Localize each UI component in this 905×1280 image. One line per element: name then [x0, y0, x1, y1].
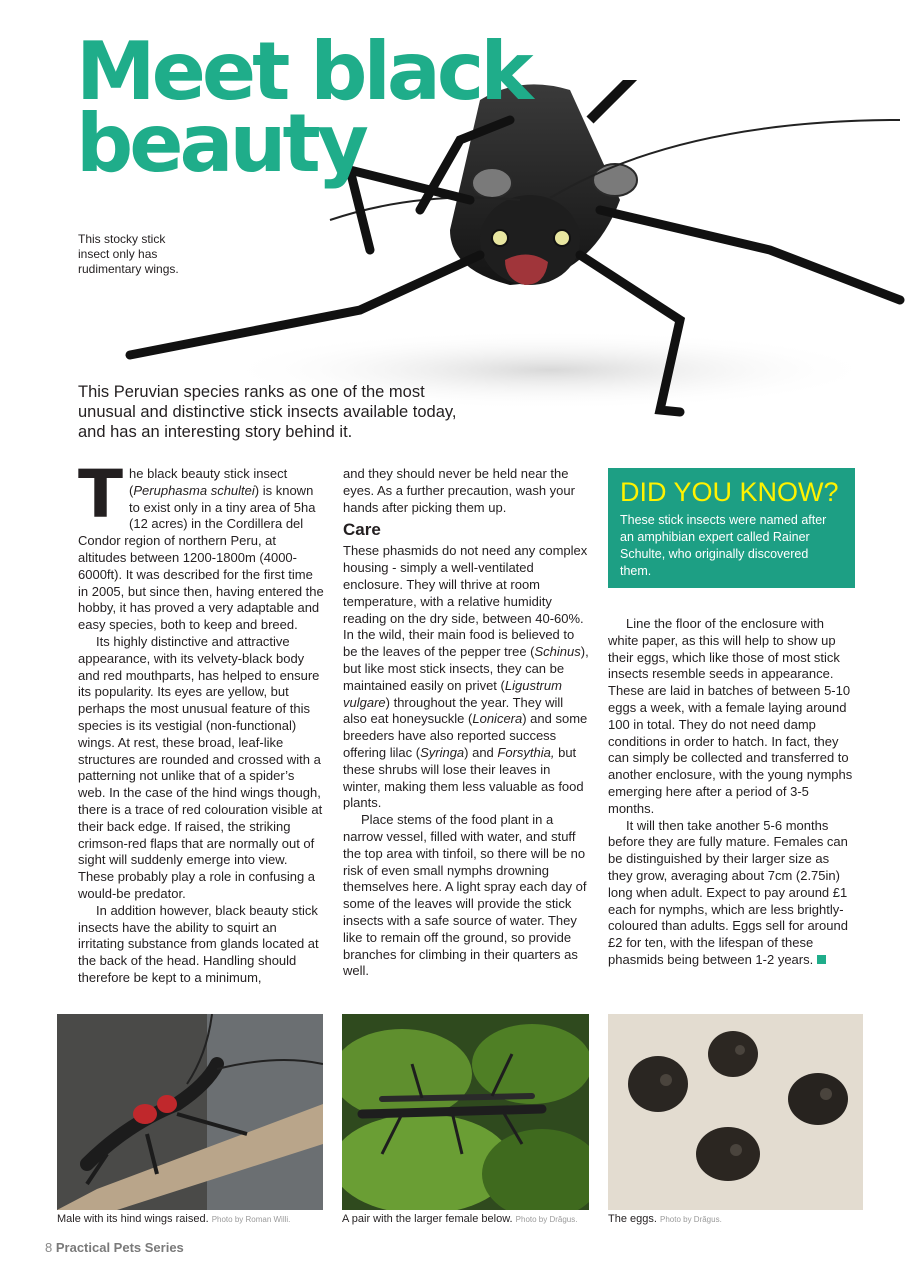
eggs-photo-illustration	[608, 1014, 863, 1210]
species-name: Syringa	[420, 744, 465, 760]
photo-eggs	[608, 1014, 863, 1210]
page-number: 8	[45, 1240, 53, 1255]
species-name: Forsythia,	[497, 744, 555, 760]
did-you-know-box	[608, 468, 855, 588]
hero-caption-line: This stocky stick	[78, 232, 166, 246]
body-text: ), but like most stick insects, they can be maintained easily on privet (	[343, 644, 589, 693]
standfirst-line: and has an interesting story behind it.	[78, 423, 353, 441]
article-column-1	[78, 456, 324, 987]
hero-caption	[78, 232, 198, 277]
body-paragraph-3: In addition however, black beauty stick insects have the ability to squirt an irritating substance from glands located at the back of the head. Handling should therefore be kept to a minimum,	[78, 902, 319, 985]
body-text: he black beauty stick insect (	[129, 466, 288, 498]
caption-text: A pair with the larger female below.	[342, 1213, 513, 1225]
species-name: Schinus	[534, 644, 581, 660]
male-photo-illustration	[57, 1014, 323, 1210]
did-you-know-heading: DID YOU KNOW?	[620, 477, 839, 507]
drop-cap: T	[78, 456, 124, 533]
body-text: ) and	[464, 744, 498, 760]
article-column-2	[343, 466, 590, 980]
photo-mating-pair	[342, 1014, 589, 1210]
hero-caption-line: rudimentary wings.	[78, 262, 179, 276]
pair-photo-illustration	[342, 1014, 589, 1210]
page-footer	[45, 1240, 184, 1255]
photo-credit: Photo by Drăgus.	[515, 1215, 578, 1224]
care-heading: Care	[343, 520, 381, 540]
photo-male-wings-raised	[57, 1014, 323, 1210]
series-name: Practical Pets Series	[55, 1240, 184, 1255]
caption-eggs	[608, 1212, 722, 1227]
body-text: It will then take another 5-6 months before they are fully mature. Females can be distinguished by their larger size as they grow, averaging about 7cm (2.75in) long when adult. Expect to pay around £1 each for nymphs, which are less brightly-coloured than adults. Eggs sell for around £2 for ten, with the lifespan of these phasmids being between 1-2 years.	[608, 817, 848, 967]
hero-caption-line: insect only has	[78, 247, 158, 261]
standfirst	[78, 382, 478, 442]
photo-credit: Photo by Roman Willi.	[211, 1215, 291, 1224]
body-text: but these shrubs will lose their leaves in winter, making them less valuable as food plants.	[343, 744, 584, 811]
body-text: These phasmids do not need any complex housing - simply a well-ventilated enclosure. They will thrive at room temperature, with a relative humidity reading on the dry side, between 40-60%. In the wild, their main food is believed to be the leaves of the pepper tree (	[343, 543, 588, 660]
caption-pair	[342, 1212, 577, 1227]
body-text: ) is known to exist only in a tiny area of 5ha (12 acres) in the Cordillera del Condor region of northern Peru, at altitudes between 1200-1800m (4000-6000ft). It was described for the first time in 2005, but since then, having entered the hobby, it has proved a very adaptable and easy species, both to keep and breed.	[78, 482, 324, 633]
body-paragraph-4: and they should never be held near the eyes. As a further precaution, wash your hands after picking them up.	[343, 466, 575, 515]
photo-credit: Photo by Drăgus.	[659, 1215, 722, 1224]
body-paragraph-1	[78, 456, 324, 634]
end-mark-icon	[817, 955, 826, 964]
standfirst-line: unusual and distinctive stick insects available today,	[78, 403, 457, 421]
body-paragraph-7: Line the floor of the enclosure with white paper, as this will help to show up their eggs, which like those of most stick insects resemble seeds in appearance. These are laid in batches of between 5-10 eggs a week, with a female laying around 100 in total. They do not need damp conditions in order to hatch. In fact, they can simply be collected and transferred to another enclosure, with the young nymphs emerging here after a period of 3-5 months.	[608, 616, 853, 816]
caption-male	[57, 1212, 290, 1227]
body-text: ) throughout the year. They will also eat honeysuckle (	[343, 694, 564, 727]
body-paragraph-5	[343, 543, 590, 812]
article-title	[76, 25, 530, 190]
body-paragraph-8	[608, 818, 854, 969]
species-name: Ligustrum vulgare	[343, 677, 562, 710]
title-line-2: beauty	[76, 97, 365, 190]
body-text: ) and some breeders have also reported success offering lilac (	[343, 711, 588, 760]
species-name: Lonicera	[472, 711, 523, 727]
body-paragraph-6: Place stems of the food plant in a narrow vessel, filled with water, and stuff the top area with tinfoil, so there will be no risk of even small nymphs drowning themselves here. A light spray each day of some of the leaves will provide the stick insects with a safe source of water. They like to remain off the ground, so provide branches for climbing in their quarters as well.	[343, 812, 587, 979]
standfirst-line: This Peruvian species ranks as one of the most	[78, 383, 425, 401]
body-paragraph-2: Its highly distinctive and attractive appearance, with its velvety-black body and red mouthparts, has helped to ensure its popularity. Its eyes are yellow, but perhaps the most unusual feature of this species is its vestigial (non-functional) wings. At rest, these broad, leaf-like structures are rounded and crossed with a patterning not unlike that of a spider’s web. In the case of the hind wings though, there is a trace of red colouration visible at their back edge. If raised, the striking crimson-red flaps that are normally out of sight will suddenly emerge into view. These probably play a role in confusing a would-be predator.	[78, 633, 323, 901]
article-column-3	[608, 616, 854, 969]
title-line-1: Meet black	[76, 25, 530, 118]
caption-text: Male with its hind wings raised.	[57, 1213, 209, 1225]
caption-text: The eggs.	[608, 1213, 657, 1225]
species-name: Peruphasma schultei	[133, 482, 255, 498]
did-you-know-text: These stick insects were named after an amphibian expert called Rainer Schulte, who originally discovered them.	[620, 513, 827, 578]
